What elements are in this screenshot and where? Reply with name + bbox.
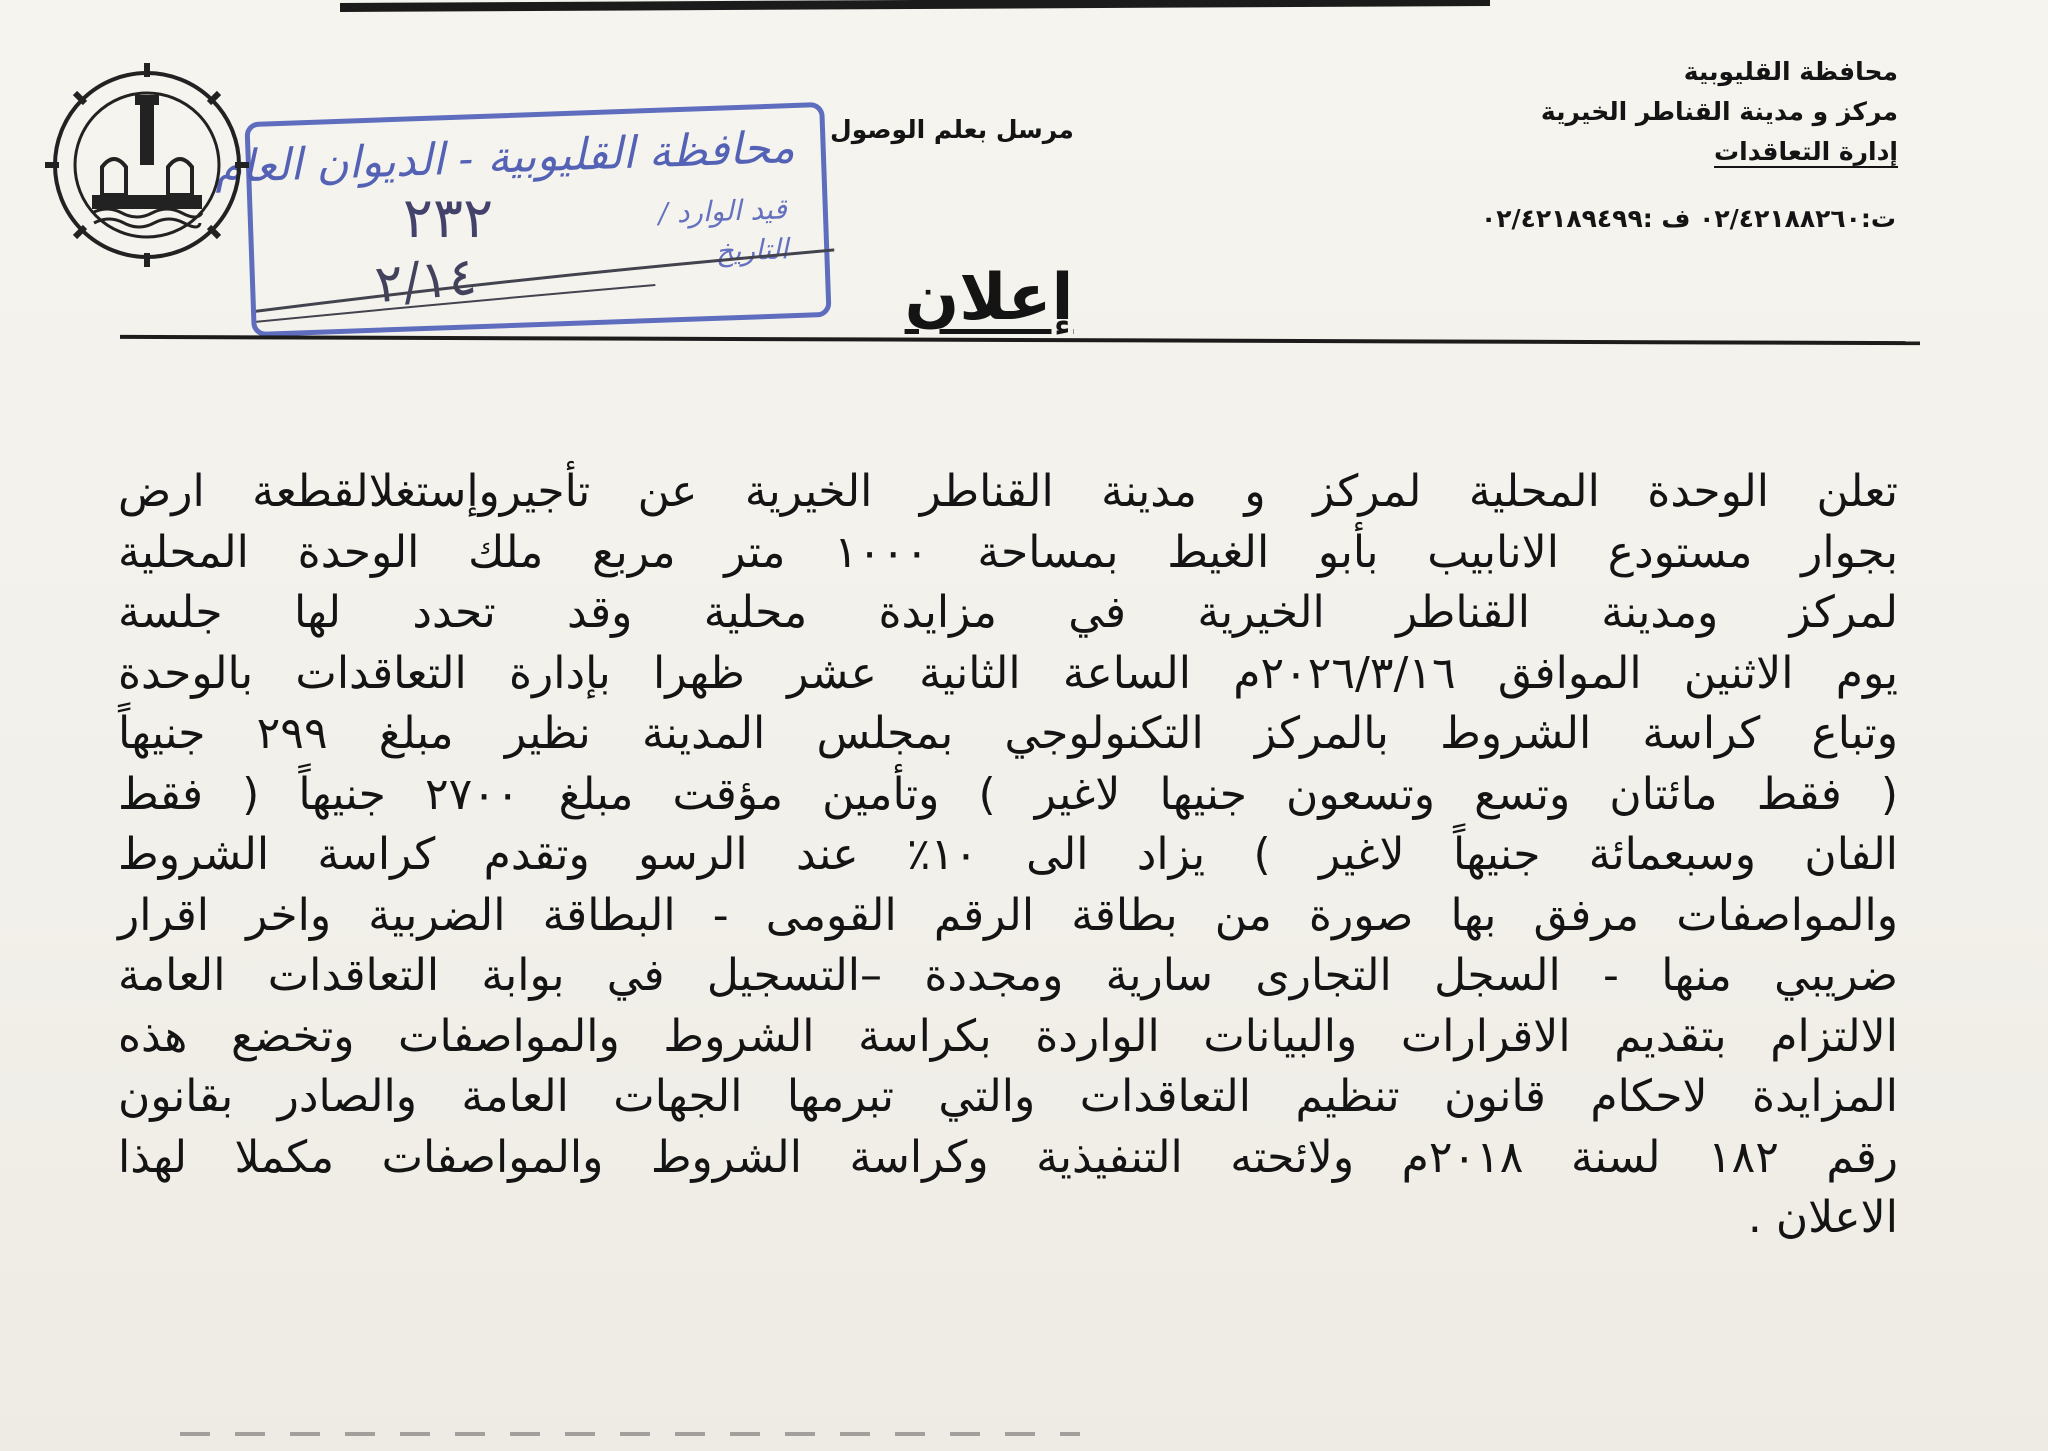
body-line: ( فقط مائتان وتسع وتسعون جنيها لاغير ) وتأمين مؤقت مبلغ ٢٧٠٠ جنيهاً ( فقط	[118, 768, 1899, 820]
body-line: بجوار مستودع الانابيب بأبو الغيط بمساحة ١٠٠٠ متر مربع ملك الوحدة المحلية	[118, 526, 1898, 578]
body-line: الفان وسبعمائة جنيهاً لاغير ) يزاد الى ١٠٪ عند الرسو وتقدم كراسة الشروط	[118, 829, 1898, 880]
body-line: يوم الاثنين الموافق ٢٠٢٦/٣/١٦م الساعة الثانية عشر ظهرا بإدارة التعاقدات بالوحدة	[118, 647, 1898, 699]
stamp-heading: محافظة القليوبية - الديوان العام	[213, 122, 796, 194]
governorate-emblem-icon	[42, 55, 252, 275]
governorate-name: محافظة القليوبية	[1683, 57, 1898, 86]
body-line: والمواصفات مرفق بها صورة من بطاقة الرقم القومى - البطاقة الضربية واخر اقرار	[118, 889, 1898, 941]
issuer-header	[1338, 52, 1898, 172]
document-title	[0, 258, 2048, 338]
body-line: وتباع كراسة الشروط بالمركز التكنولوجي بمجلس المدينة نظير مبلغ ٢٩٩ جنيهاً	[118, 708, 1898, 759]
announcement-body	[118, 462, 1898, 1249]
stamp-incoming-label: قيد الوارد /	[657, 192, 788, 230]
scan-top-edge	[340, 0, 1490, 12]
body-line: رقم ١٨٢ لسنة ٢٠١٨م ولائحته التنفيذية وكراسة الشروط والمواصفات مكملا لهذا	[118, 1131, 1898, 1183]
body-line: ضريبي منها - السجل التجارى سارية ومجددة –التسجيل في بوابة التعاقدات العامة	[118, 950, 1898, 1001]
stamp-date-label: التاريخ	[714, 232, 789, 268]
body-line: المزايدة لاحكام قانون تنظيم التعاقدات والتي تبرمها الجهات العامة والصادر بقانون	[118, 1071, 1898, 1122]
delivery-note: مرسل بعلم الوصول	[830, 115, 1074, 144]
contact-numbers: ت:٠٢/٤٢١٨٨٢٦٠ ف :٠٢/٤٢١٨٩٤٩٩	[1480, 204, 1896, 233]
city-center-name: مركز و مدينة القناطر الخيرية	[1540, 97, 1898, 126]
body-line: الالتزام بتقديم الاقرارات والبيانات الواردة بكراسة الشروط والمواصفات وتخضع هذه	[118, 1010, 1898, 1062]
scan-bottom-marks	[180, 1432, 1080, 1436]
body-line: الاعلان .	[1747, 1192, 1898, 1243]
stamp-date: ٢/١٤	[372, 246, 479, 316]
stamp-incoming-number: ٢٣٢	[402, 186, 494, 252]
body-line: تعلن الوحدة المحلية لمركز و مدينة القناطر الخيرية عن تأجيروإستغلالقطعة ارض	[118, 466, 1898, 517]
department-name: إدارة التعاقدات	[1714, 137, 1898, 166]
body-line: لمركز ومدينة القناطر الخيرية في مزايدة محلية وقد تحدد لها جلسة	[118, 587, 1898, 638]
document-title-text: إعلان	[904, 261, 1074, 335]
